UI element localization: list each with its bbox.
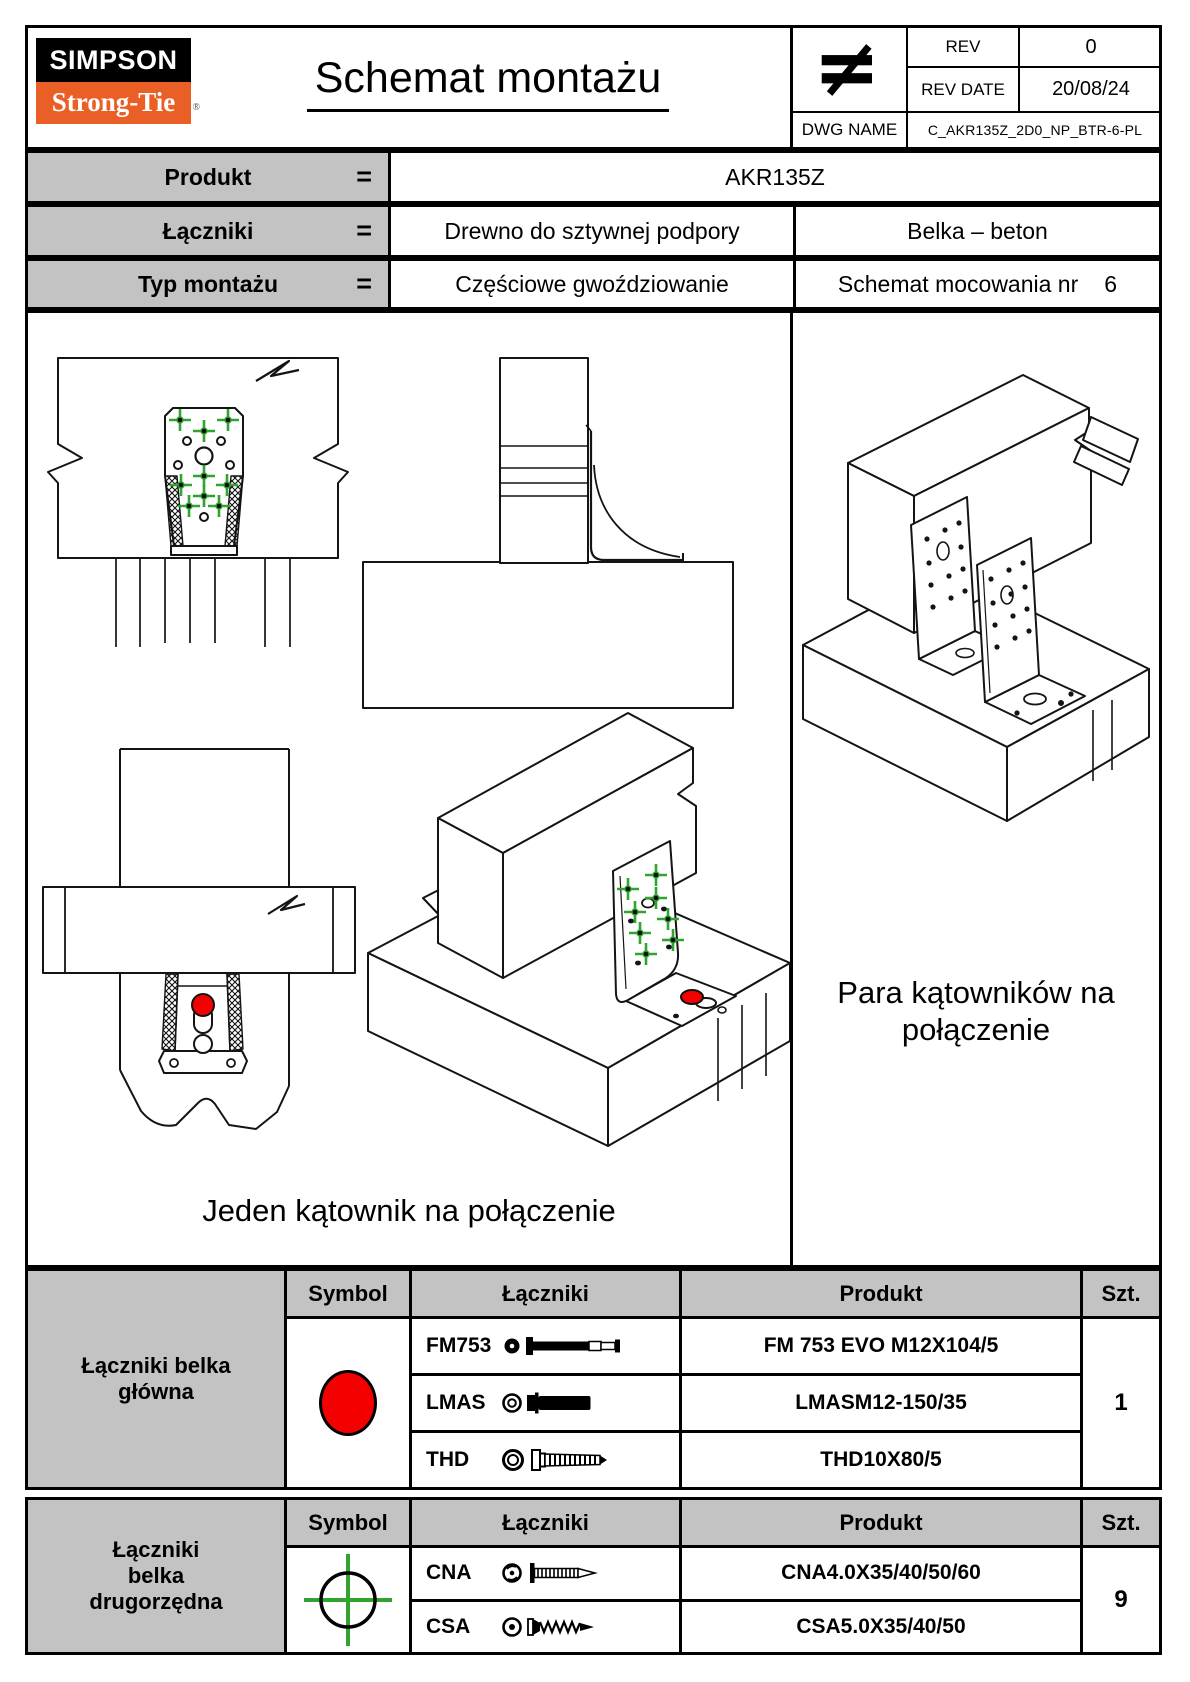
fastener-cna: CNA xyxy=(412,1548,679,1599)
column-header-szt: Szt. xyxy=(1083,1500,1159,1545)
screw-anchor-icon xyxy=(500,1443,650,1477)
mounting-scheme: Schemat mocowania nr 6 xyxy=(793,261,1159,307)
side-view-drawing xyxy=(363,358,733,708)
info-row-fasteners xyxy=(25,204,1162,258)
fastener-lmas: LMAS xyxy=(412,1376,679,1430)
dwg-name-label: DWG NAME xyxy=(793,113,908,147)
sleeve-anchor-icon xyxy=(500,1386,650,1420)
fastener-thd: THD xyxy=(412,1433,679,1487)
info-label-produkt: Produkt = xyxy=(28,153,391,201)
rev-value: 0 xyxy=(1020,28,1162,68)
rev-table xyxy=(790,28,1162,147)
column-header-produkt: Produkt xyxy=(682,1271,1080,1316)
page-title: Schemat montażu xyxy=(188,54,788,112)
caption-pair-bracket: Para kątowników na połączenie xyxy=(837,975,1115,1047)
info-label-laczniki: Łączniki = xyxy=(28,207,391,255)
equals-sign: = xyxy=(356,268,372,299)
left-drawings xyxy=(28,313,790,1265)
mounting-scheme-number: 6 xyxy=(1104,270,1118,297)
red-dot-symbol-icon xyxy=(319,1370,377,1436)
fastener-type-b: Belka – beton xyxy=(793,207,1159,255)
qty-main-beam: 1 xyxy=(1083,1319,1159,1487)
anchor-bolt-icon xyxy=(500,1329,650,1363)
column-header-symbol: Symbol xyxy=(287,1271,409,1316)
column-header-produkt: Produkt xyxy=(682,1500,1080,1545)
product-lmas: LMASM12-150/35 xyxy=(682,1376,1080,1430)
fastener-csa: CSA xyxy=(412,1602,679,1653)
rev-label: REV xyxy=(908,28,1020,68)
fastener-table-secondary-beam xyxy=(25,1497,1162,1655)
fastener-type-a: Drewno do sztywnej podpory xyxy=(444,217,740,244)
isometric-pair-drawing xyxy=(793,313,1159,973)
info-row-mounting xyxy=(25,258,1162,310)
caption-single-bracket: Jeden kątownik na połączenie xyxy=(202,1193,616,1228)
drawing-area xyxy=(25,310,1162,1268)
group-label-main-beam: Łączniki belka główna xyxy=(28,1271,284,1487)
fastener-table-main-beam xyxy=(25,1268,1162,1490)
equals-sign: = xyxy=(356,161,372,192)
info-row-product xyxy=(25,150,1162,204)
equals-sign: = xyxy=(356,215,372,246)
qty-secondary-beam: 9 xyxy=(1083,1548,1159,1652)
fastener-fm753: FM753 xyxy=(412,1319,679,1373)
symbol-secondary-beam xyxy=(287,1548,409,1652)
simpson-strongtie-logo xyxy=(36,38,200,124)
ring-nail-icon xyxy=(500,1556,650,1590)
logo-strongtie: Strong-Tie ® xyxy=(36,82,191,124)
column-header-szt: Szt. xyxy=(1083,1271,1159,1316)
green-crosshair-symbol-icon xyxy=(298,1550,398,1650)
dwg-name-value: C_AKR135Z_2D0_NP_BTR-6-PL xyxy=(927,122,1143,138)
product-cna: CNA4.0X35/40/50/60 xyxy=(682,1548,1080,1599)
front-view-drawing xyxy=(48,358,348,647)
isometric-single-bracket-drawing xyxy=(368,713,790,1146)
rev-date-label: REV DATE xyxy=(908,68,1020,113)
column-header-symbol: Symbol xyxy=(287,1500,409,1545)
column-header-laczniki: Łączniki xyxy=(412,1271,679,1316)
product-csa: CSA5.0X35/40/50 xyxy=(682,1602,1080,1653)
header-band xyxy=(25,25,1162,150)
symbol-main-beam xyxy=(287,1319,409,1487)
product-value: AKR135Z xyxy=(725,163,825,190)
anchor-position-marker xyxy=(681,990,703,1004)
product-fm753: FM 753 EVO M12X104/5 xyxy=(682,1319,1080,1373)
projection-symbol-icon xyxy=(793,28,908,113)
column-header-laczniki: Łączniki xyxy=(412,1500,679,1545)
rev-date-value: 20/08/24 xyxy=(1020,68,1162,113)
bottom-view-drawing xyxy=(43,749,355,1129)
registered-mark: ® xyxy=(192,102,200,113)
wood-screw-icon xyxy=(500,1610,650,1644)
product-thd: THD10X80/5 xyxy=(682,1433,1080,1487)
mounting-type: Częściowe gwoździowanie xyxy=(455,270,729,297)
not-equal-icon xyxy=(817,43,883,97)
anchor-position-marker xyxy=(192,994,214,1016)
logo-simpson: SIMPSON xyxy=(36,38,191,82)
info-label-typ-montazu: Typ montażu = xyxy=(28,261,391,307)
group-label-secondary-beam: Łączniki belka drugorzędna xyxy=(28,1500,284,1652)
